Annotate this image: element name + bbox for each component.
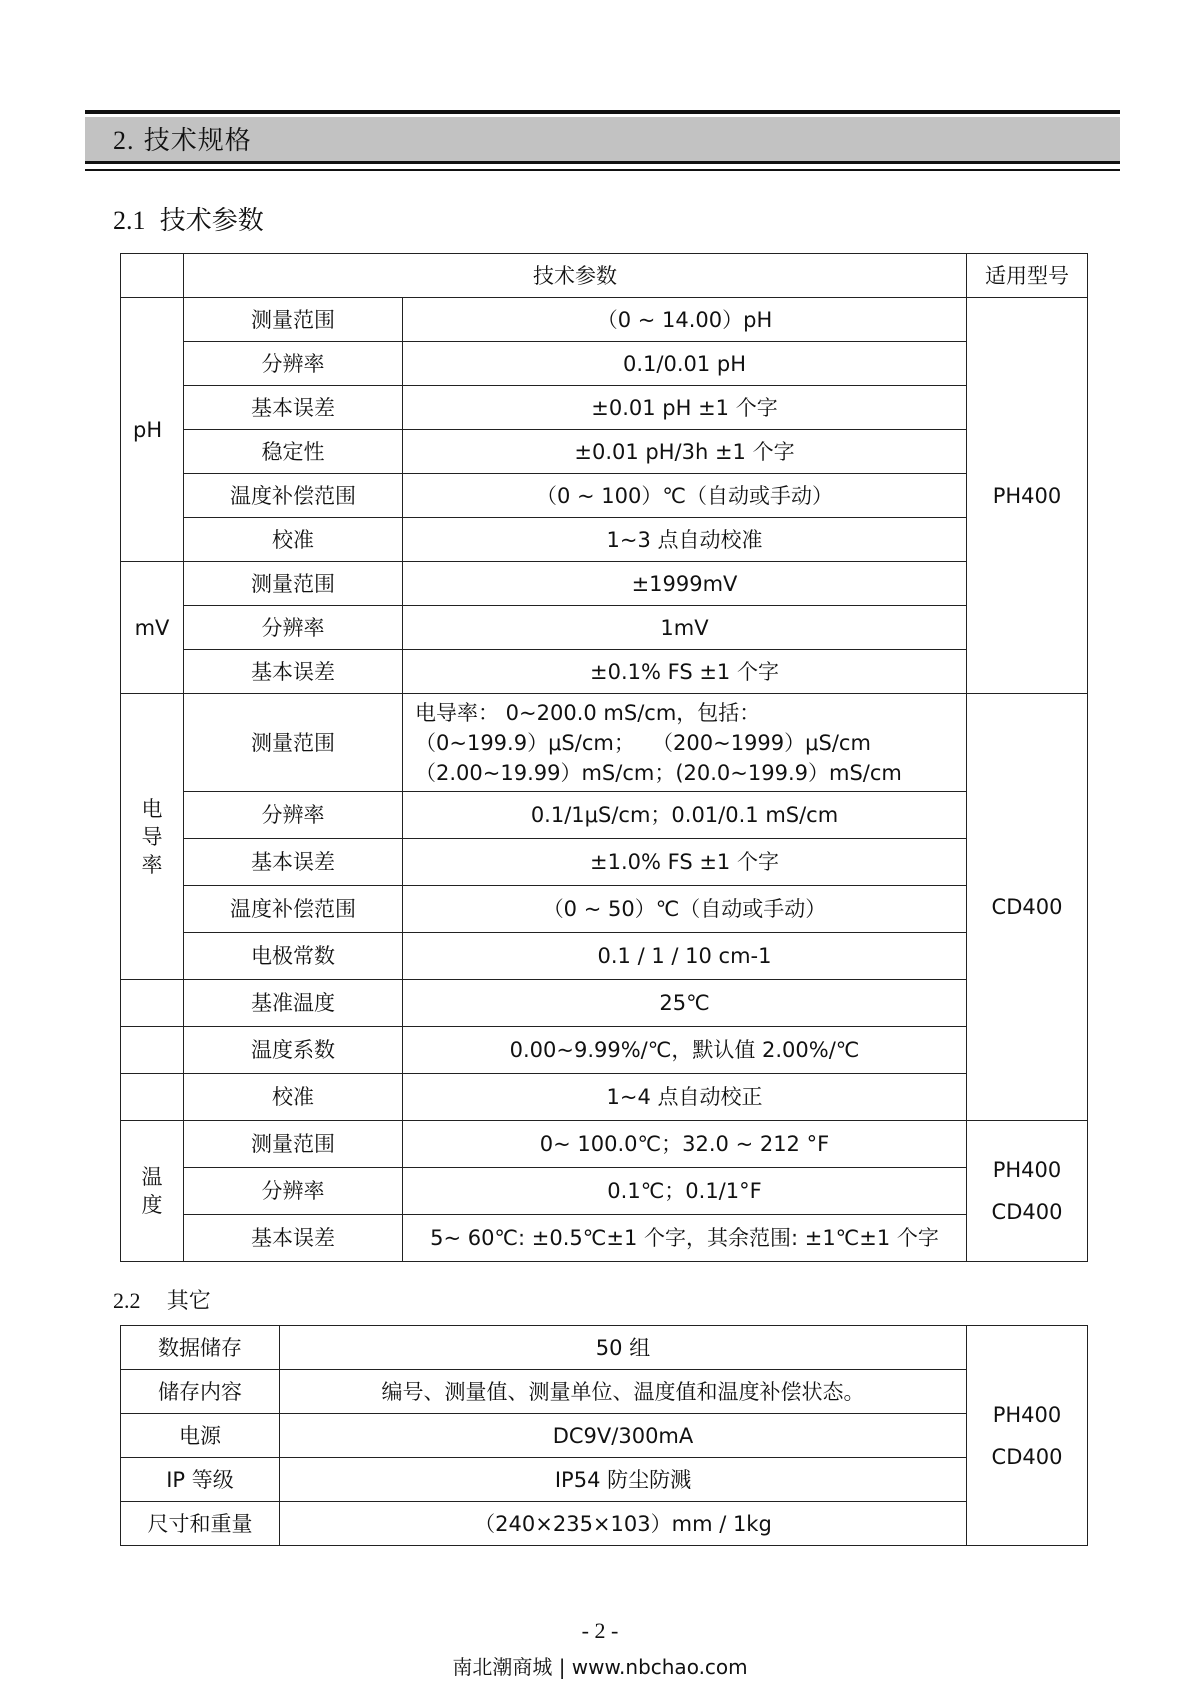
param-name: 温度补偿范围 xyxy=(184,474,403,518)
table-row xyxy=(121,1502,1088,1546)
param-value: DC9V/300mA xyxy=(280,1414,967,1458)
param-name: 基本误差 xyxy=(184,650,403,694)
param-value: ±0.01 pH/3h ±1 个字 xyxy=(403,430,967,474)
table-row xyxy=(121,980,1088,1027)
table-row xyxy=(121,1458,1088,1502)
param-value: （0 ~ 50）℃（自动或手动） xyxy=(403,886,967,933)
param-value: 0.1℃；0.1/1°F xyxy=(403,1168,967,1215)
subsection-number: 2.1 xyxy=(113,206,146,235)
param-value: 1~4 点自动校正 xyxy=(403,1074,967,1121)
table-row xyxy=(121,650,1088,694)
table-row xyxy=(121,886,1088,933)
param-name: 温度系数 xyxy=(184,1027,403,1074)
param-value: （0 ~ 100）℃（自动或手动） xyxy=(403,474,967,518)
table-row xyxy=(121,933,1088,980)
value-line: （0~199.9）μS/cm； （200~1999）μS/cm xyxy=(415,730,871,755)
group-ph: pH xyxy=(121,298,184,562)
header-blank-cell xyxy=(121,254,184,298)
table-row xyxy=(121,606,1088,650)
param-value: 编号、测量值、测量单位、温度值和温度补偿状态。 xyxy=(280,1370,967,1414)
param-name: 稳定性 xyxy=(184,430,403,474)
table-row xyxy=(121,1121,1088,1168)
param-name: 基本误差 xyxy=(184,839,403,886)
param-value: ±0.01 pH ±1 个字 xyxy=(403,386,967,430)
footer-site: 南北潮商城 | www.nbchao.com xyxy=(452,1655,748,1679)
table-row xyxy=(121,474,1088,518)
table-row xyxy=(121,518,1088,562)
param-value: （0 ~ 14.00）pH xyxy=(403,298,967,342)
param-value-multiline xyxy=(403,694,967,792)
param-value: 5~ 60℃: ±0.5℃±1 个字，其余范围: ±1℃±1 个字 xyxy=(403,1215,967,1262)
param-value: 0.00~9.99%/℃，默认值 2.00%/℃ xyxy=(403,1027,967,1074)
subsection-title-2-1 xyxy=(113,204,264,238)
other-table xyxy=(120,1325,1088,1546)
model-other xyxy=(967,1326,1088,1546)
blank-group-cell xyxy=(121,980,184,1027)
param-name: 数据储存 xyxy=(121,1326,280,1370)
param-value: ±1999mV xyxy=(403,562,967,606)
model-cd: CD400 xyxy=(967,694,1088,1121)
header-model-cell: 适用型号 xyxy=(967,254,1088,298)
table-row xyxy=(121,1074,1088,1121)
section-title-text: 技术规格 xyxy=(143,126,252,156)
section-title xyxy=(113,124,252,158)
table-row xyxy=(121,342,1088,386)
param-value: 0.1/0.01 pH xyxy=(403,342,967,386)
param-value: 50 组 xyxy=(280,1326,967,1370)
param-name: 温度补偿范围 xyxy=(184,886,403,933)
param-name: 电源 xyxy=(121,1414,280,1458)
param-name: 分辨率 xyxy=(184,1168,403,1215)
table-row xyxy=(121,254,1088,298)
param-name: 基本误差 xyxy=(184,386,403,430)
model-ph: PH400 xyxy=(967,298,1088,694)
model-temperature xyxy=(967,1121,1088,1262)
param-value: （240×235×103）mm / 1kg xyxy=(280,1502,967,1546)
param-name: 基准温度 xyxy=(184,980,403,1027)
table-row xyxy=(121,430,1088,474)
header-rule-top xyxy=(85,110,1120,114)
param-name: 尺寸和重量 xyxy=(121,1502,280,1546)
param-value: ±0.1% FS ±1 个字 xyxy=(403,650,967,694)
param-value: 1mV xyxy=(403,606,967,650)
blank-group-cell xyxy=(121,1027,184,1074)
param-name: 测量范围 xyxy=(184,298,403,342)
group-conductivity xyxy=(121,694,184,980)
param-name: 校准 xyxy=(184,518,403,562)
param-value: ±1.0% FS ±1 个字 xyxy=(403,839,967,886)
param-value: IP54 防尘防溅 xyxy=(280,1458,967,1502)
table-row xyxy=(121,1370,1088,1414)
subsection-number: 2.2 xyxy=(113,1288,141,1313)
table-row xyxy=(121,1168,1088,1215)
table-row xyxy=(121,562,1088,606)
blank-group-cell xyxy=(121,1074,184,1121)
param-value: 0.1/1μS/cm；0.01/0.1 mS/cm xyxy=(403,792,967,839)
param-value: 0~ 100.0℃；32.0 ~ 212 °F xyxy=(403,1121,967,1168)
param-value: 0.1 / 1 / 10 cm-1 xyxy=(403,933,967,980)
group-mv: mV xyxy=(121,562,184,694)
param-name: 电极常数 xyxy=(184,933,403,980)
param-name: IP 等级 xyxy=(121,1458,280,1502)
spec-table xyxy=(120,253,1088,1262)
table-row xyxy=(121,792,1088,839)
subsection-text: 其它 xyxy=(166,1289,211,1314)
table-row xyxy=(121,1326,1088,1370)
table-row xyxy=(121,1414,1088,1458)
subsection-text: 技术参数 xyxy=(159,206,264,236)
param-name: 分辨率 xyxy=(184,606,403,650)
table-row xyxy=(121,694,1088,792)
group-temperature xyxy=(121,1121,184,1262)
model-line: PH400 xyxy=(992,1158,1062,1182)
param-name: 分辨率 xyxy=(184,792,403,839)
subsection-title-2-2 xyxy=(113,1283,211,1319)
group-temperature-label: 温度 xyxy=(141,1165,163,1217)
header-param-cell: 技术参数 xyxy=(184,254,967,298)
value-line: 电导率： 0~200.0 mS/cm，包括： xyxy=(415,700,761,725)
param-name: 分辨率 xyxy=(184,342,403,386)
param-value: 1~3 点自动校准 xyxy=(403,518,967,562)
header-rule-bottom xyxy=(85,169,1120,171)
table-row xyxy=(121,839,1088,886)
table-row xyxy=(121,386,1088,430)
group-conductivity-label: 电导率 xyxy=(141,796,163,877)
param-name: 基本误差 xyxy=(184,1215,403,1262)
page-number: - 2 - xyxy=(581,1618,619,1643)
param-name: 校准 xyxy=(184,1074,403,1121)
table-row xyxy=(121,298,1088,342)
param-name: 测量范围 xyxy=(184,562,403,606)
model-line: PH400 xyxy=(992,1402,1062,1427)
table-row xyxy=(121,1027,1088,1074)
param-name: 测量范围 xyxy=(184,1121,403,1168)
section-number: 2. xyxy=(113,126,135,155)
param-name: 测量范围 xyxy=(184,694,403,792)
value-line: （2.00~19.99）mS/cm；(20.0~199.9）mS/cm xyxy=(415,760,902,785)
model-line: CD400 xyxy=(991,1444,1063,1469)
param-name: 储存内容 xyxy=(121,1370,280,1414)
param-value: 25℃ xyxy=(403,980,967,1027)
model-line: CD400 xyxy=(991,1200,1063,1224)
table-row xyxy=(121,1215,1088,1262)
